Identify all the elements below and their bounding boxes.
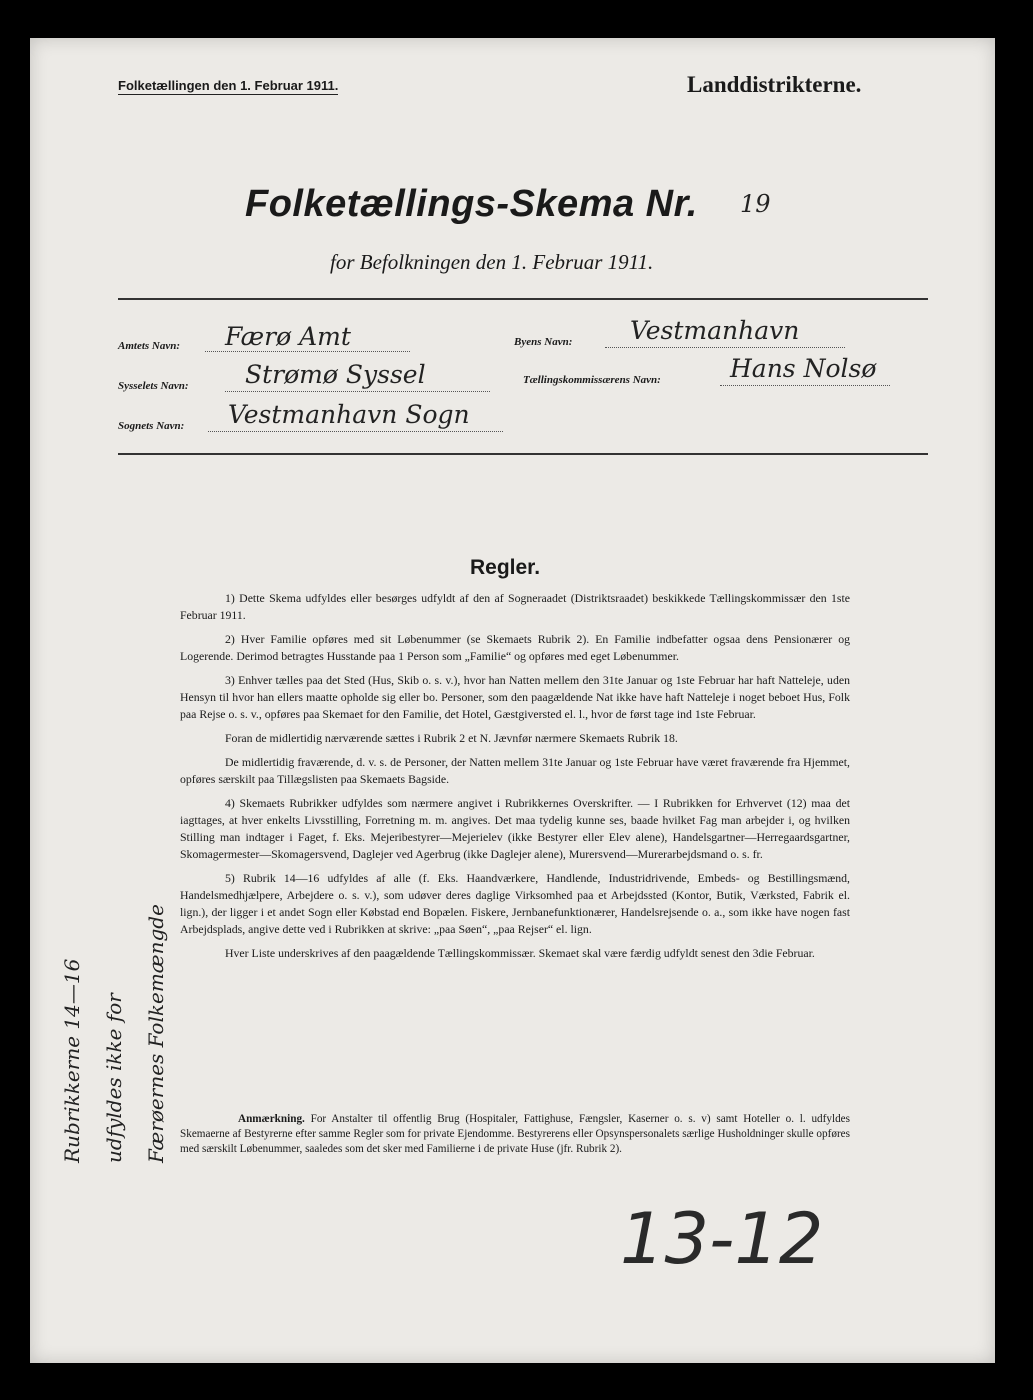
side-note-line-3: Færøernes Folkemængde	[144, 904, 168, 1163]
rules-body	[180, 590, 850, 969]
side-handwritten-note	[60, 903, 186, 1163]
rules-heading: Regler.	[470, 556, 541, 579]
rule-4: 4) Skemaets Rubrikker udfyldes som nærmere angivet i Rubrikkernes Overskrifter. — I Rubrikken for Erhvervet (12) maa det iagttages, at hver enkelts Livsstilling, Forretning m. m. angives. Det maa tydelig kunne ses, baade hvilket Fag man arbejder i, og hvilken Stilling man indtager i Faget, f. Eks. Mejeribestyrer—Mejerielev (ikke Bestyrer eller Elev alene), Handelsgartner—Herregaardsgartner, Skomagermester—Skomagersvend, Daglejer ved Agerbrug (ikke Daglejer alene), Murersvend—Murerarbejdsmand o. s. fr.	[180, 796, 850, 861]
header-census-date: Folketællingen den 1. Februar 1911.	[118, 78, 339, 93]
kommissaer-line	[720, 385, 890, 386]
handwritten-archive-number: 13-12	[620, 1198, 824, 1280]
rule-3-note-absent: De midlertidig fraværende, d. v. s. de Personer, der Natten mellem 31te Januar og 1ste Februar have været fraværende fra Hjemmet, opføres særskilt paa Tillægslisten paa Skemaets Bagside.	[180, 755, 850, 786]
sognet-value: Vestmanhavn Sogn	[228, 400, 470, 429]
form-number: 19	[740, 190, 771, 218]
sysselet-value: Strømø Syssel	[245, 360, 426, 389]
anmaerkning-label: Anmærkning.	[238, 1113, 305, 1125]
byen-line	[605, 347, 845, 348]
form-subtitle: for Befolkningen den 1. Februar 1911.	[330, 250, 654, 274]
top-divider	[118, 298, 928, 300]
amt-value: Færø Amt	[225, 322, 351, 351]
anmaerkning-text: For Anstalter til offentlig Brug (Hospitaler, Fattighuse, Fængsler, Kaserner o. s. v) samt Hoteller o. l. udfyldes Skemaerne af Bestyrerne efter samme Regler som for private Ejendomme. Bestyrerens eller Opsynspersonalets særlige Husholdninger skulle opføres med særskilt Løbenummer, saaledes som det sker med Familierne i de private Huse (jfr. Rubrik 2).	[180, 1113, 850, 1155]
sognet-line	[208, 431, 503, 432]
side-note-line-2: udfyldes ikke for	[102, 993, 126, 1163]
rule-1: 1) Dette Skema udfyldes eller besørges udfyldt af den af Sogneraadet (Distriktsraadet) beskikkede Tællingskommissær den 1ste Februar 1911.	[180, 591, 850, 622]
side-note-line-1: Rubrikkerne 14—16	[60, 958, 84, 1163]
form-title: Folketællings-Skema Nr.	[245, 183, 698, 225]
byen-value: Vestmanhavn	[630, 316, 800, 345]
header-district-type: Landdistrikterne.	[687, 72, 862, 97]
rule-2: 2) Hver Familie opføres med sit Løbenummer (se Skemaets Rubrik 2). En Familie indbefatter ogsaa dens Pensionærer og Logerende. Derimod betragtes Husstande paa 1 Person som „Familie“ og opføres med eget Løbenummer.	[180, 632, 850, 663]
anmaerkning	[180, 1112, 850, 1157]
byen-label: Byens Navn:	[514, 336, 573, 348]
sysselet-line	[225, 391, 490, 392]
sognet-label: Sognets Navn:	[118, 420, 185, 432]
fields-divider	[118, 453, 928, 455]
rule-3: 3) Enhver tælles paa det Sted (Hus, Skib o. s. v.), hvor han Natten mellem den 31te Januar og 1ste Februar har haft Natteleje, uden Hensyn til hvor han ellers maatte opholde sig eller bo. Personer, som den paagældende Nat ikke have haft Natteleje i noget beboet Hus, Folk paa Rejse o. s. v., opføres paa Skemaet for den Familie, det Hotel, Gæstgiversted el. l., hvor de først tage ind 1ste Februar.	[180, 673, 850, 721]
rule-5: 5) Rubrik 14—16 udfyldes af alle (f. Eks. Haandværkere, Handlende, Industridrivende, Embeds- og Bestillingsmænd, Handelsmedhjælpere, Arbejdere o. s. v.), som udøver deres daglige Virksomhed paa et Arbejdssted (Kontor, Butik, Værksted, Fabrik el. lign.), der ligger i et andet Sogn eller Købstad end Bopælen. Fiskere, Jernbanefunktionærer, Handelsrejsende o. a., som ikke have nogen fast Arbejdsplads, angive dette ved i Rubrikken at skrive: „paa Søen“, „paa Rejser“ el. lign.	[180, 871, 850, 936]
amt-line	[205, 351, 410, 352]
amt-label: Amtets Navn:	[118, 340, 181, 352]
rule-5-signature: Hver Liste underskrives af den paagældende Tællingskommissær. Skemaet skal være færdig udfyldt senest den 3die Februar.	[225, 946, 815, 960]
rule-3-note-present: Foran de midlertidig nærværende sættes i Rubrik 2 et N. Jævnfør nærmere Skemaets Rubrik 18.	[225, 731, 678, 745]
sysselet-label: Sysselets Navn:	[118, 380, 189, 392]
kommissaer-value: Hans Nolsø	[730, 354, 877, 383]
kommissaer-label: Tællingskommissærens Navn:	[523, 374, 661, 386]
census-form-page	[30, 38, 995, 1363]
